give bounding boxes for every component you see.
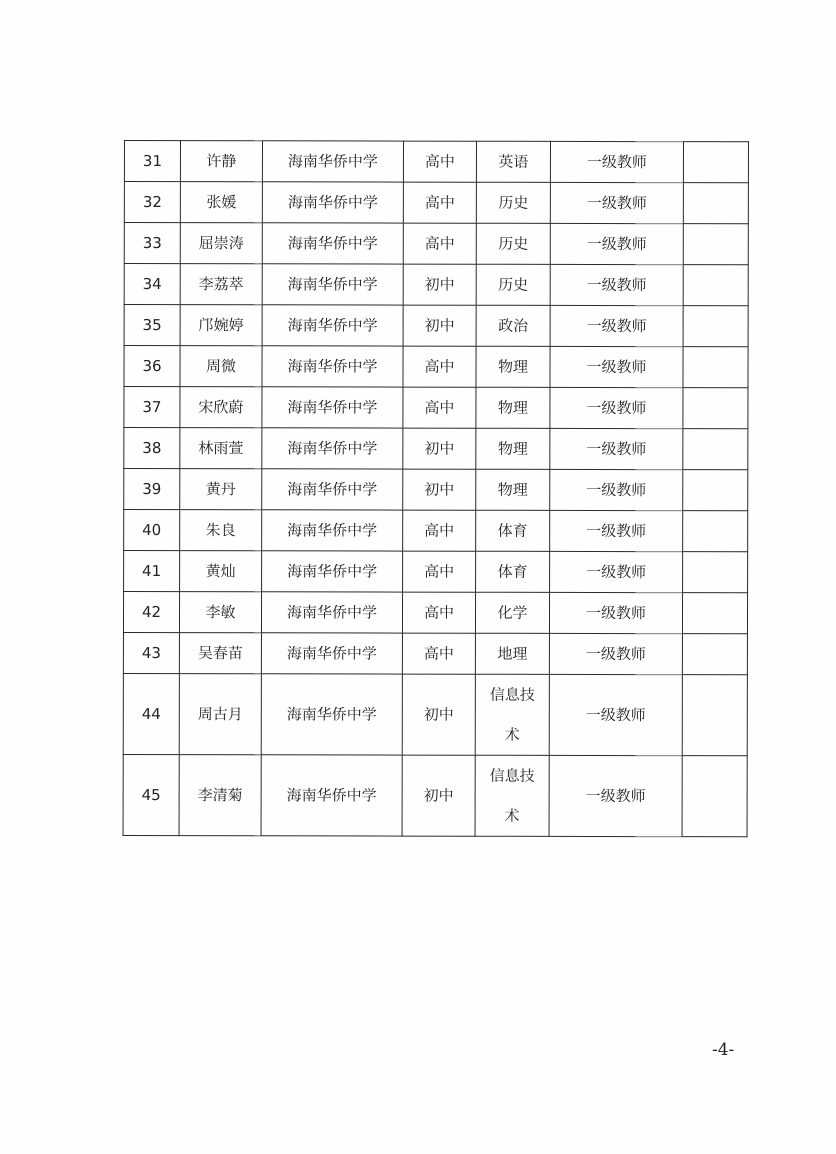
teacher-roster-table xyxy=(123,140,749,837)
cell-subject: 物理 xyxy=(476,469,550,510)
cell-subject: 政治 xyxy=(476,305,550,346)
cell-number: 34 xyxy=(124,264,180,305)
table-row xyxy=(124,551,748,593)
cell-subject: 体育 xyxy=(476,551,550,592)
cell-number: 31 xyxy=(124,141,180,182)
cell-level: 高中 xyxy=(403,141,476,182)
cell-title: 一级教师 xyxy=(549,755,682,836)
table-row xyxy=(124,305,748,347)
cell-school: 海南华侨中学 xyxy=(261,592,402,633)
table-row xyxy=(124,469,748,511)
table-row xyxy=(123,632,747,674)
cell-school: 海南华侨中学 xyxy=(262,346,403,387)
cell-subject: 化学 xyxy=(475,592,549,633)
cell-subject: 历史 xyxy=(476,182,550,223)
cell-school: 海南华侨中学 xyxy=(262,469,403,510)
table-row xyxy=(123,592,747,634)
cell-title: 一级教师 xyxy=(550,551,683,592)
cell-title: 一级教师 xyxy=(550,346,683,387)
cell-note xyxy=(683,470,748,511)
cell-level: 高中 xyxy=(403,182,476,223)
cell-number: 37 xyxy=(124,387,180,428)
table-row xyxy=(124,141,748,183)
cell-name: 黄丹 xyxy=(180,469,262,510)
cell-level: 初中 xyxy=(403,305,476,346)
cell-note xyxy=(683,183,748,224)
cell-number: 41 xyxy=(124,551,180,592)
cell-name: 林雨萱 xyxy=(180,428,262,469)
cell-subject: 信息技 术 xyxy=(475,755,549,836)
cell-title: 一级教师 xyxy=(549,674,682,755)
table-row xyxy=(124,264,748,306)
cell-title: 一级教师 xyxy=(550,510,683,551)
cell-school: 海南华侨中学 xyxy=(262,551,403,592)
cell-title: 一级教师 xyxy=(550,305,683,346)
cell-note xyxy=(683,429,748,470)
cell-name: 屈崇涛 xyxy=(180,223,262,264)
table-row xyxy=(123,754,747,836)
cell-school: 海南华侨中学 xyxy=(262,387,403,428)
cell-name: 吴春苗 xyxy=(179,633,261,674)
cell-number: 44 xyxy=(123,673,179,754)
table-row xyxy=(124,428,748,470)
cell-number: 40 xyxy=(124,510,180,551)
cell-note xyxy=(683,265,748,306)
cell-school: 海南华侨中学 xyxy=(262,223,403,264)
cell-level: 高中 xyxy=(403,510,476,551)
cell-name: 周微 xyxy=(180,346,262,387)
cell-level: 初中 xyxy=(403,469,476,510)
cell-name: 李敏 xyxy=(179,592,261,633)
cell-level: 高中 xyxy=(403,346,476,387)
cell-title: 一级教师 xyxy=(550,387,683,428)
cell-name: 邝婉婷 xyxy=(180,305,262,346)
table-row xyxy=(124,510,748,552)
table-row xyxy=(123,673,747,755)
cell-number: 33 xyxy=(124,223,180,264)
cell-school: 海南华侨中学 xyxy=(262,510,403,551)
cell-level: 初中 xyxy=(402,755,475,836)
cell-school: 海南华侨中学 xyxy=(261,674,402,755)
cell-level: 高中 xyxy=(402,592,475,633)
cell-note xyxy=(683,511,748,552)
cell-number: 43 xyxy=(123,632,179,673)
cell-number: 36 xyxy=(124,346,180,387)
cell-title: 一级教师 xyxy=(549,633,682,674)
cell-note xyxy=(683,142,748,183)
cell-title: 一级教师 xyxy=(550,469,683,510)
cell-school: 海南华侨中学 xyxy=(262,141,403,182)
cell-number: 38 xyxy=(124,428,180,469)
cell-school: 海南华侨中学 xyxy=(262,182,403,223)
table-row xyxy=(124,346,748,388)
cell-level: 高中 xyxy=(403,551,476,592)
roster-body xyxy=(123,141,748,837)
cell-subject: 地理 xyxy=(475,633,549,674)
cell-level: 初中 xyxy=(402,674,475,755)
cell-number: 42 xyxy=(123,592,179,633)
cell-number: 39 xyxy=(124,469,180,510)
cell-subject: 物理 xyxy=(476,387,550,428)
cell-number: 32 xyxy=(124,182,180,223)
cell-note xyxy=(682,756,747,837)
cell-name: 宋欣蔚 xyxy=(180,387,262,428)
cell-level: 高中 xyxy=(402,633,475,674)
cell-subject: 英语 xyxy=(476,141,550,182)
cell-name: 许静 xyxy=(180,141,262,182)
cell-school: 海南华侨中学 xyxy=(262,264,403,305)
table-row xyxy=(124,223,748,265)
page-number: -4- xyxy=(712,1040,735,1060)
cell-name: 李荔萃 xyxy=(180,264,262,305)
cell-title: 一级教师 xyxy=(550,182,683,223)
cell-subject: 物理 xyxy=(476,428,550,469)
cell-subject: 物理 xyxy=(476,346,550,387)
cell-number: 35 xyxy=(124,305,180,346)
cell-title: 一级教师 xyxy=(550,141,683,182)
cell-note xyxy=(683,224,748,265)
cell-subject: 历史 xyxy=(476,223,550,264)
table-row xyxy=(124,387,748,429)
cell-level: 初中 xyxy=(403,264,476,305)
cell-level: 初中 xyxy=(403,428,476,469)
cell-note xyxy=(683,347,748,388)
cell-note xyxy=(682,593,747,634)
cell-subject: 信息技 术 xyxy=(475,674,549,755)
cell-note xyxy=(683,552,748,593)
cell-school: 海南华侨中学 xyxy=(262,428,403,469)
cell-name: 周古月 xyxy=(179,674,261,755)
cell-name: 李清菊 xyxy=(179,755,261,836)
table-row xyxy=(124,182,748,224)
cell-note xyxy=(683,306,748,347)
cell-note xyxy=(683,388,748,429)
cell-subject: 历史 xyxy=(476,264,550,305)
cell-title: 一级教师 xyxy=(550,223,683,264)
cell-note xyxy=(682,675,747,756)
cell-title: 一级教师 xyxy=(549,592,682,633)
cell-name: 朱良 xyxy=(180,510,262,551)
cell-school: 海南华侨中学 xyxy=(261,633,402,674)
cell-school: 海南华侨中学 xyxy=(262,305,403,346)
cell-name: 张媛 xyxy=(180,182,262,223)
cell-name: 黄灿 xyxy=(180,551,262,592)
cell-level: 高中 xyxy=(403,223,476,264)
cell-school: 海南华侨中学 xyxy=(261,755,402,836)
cell-title: 一级教师 xyxy=(550,264,683,305)
cell-subject: 体育 xyxy=(476,510,550,551)
cell-number: 45 xyxy=(123,754,179,835)
cell-note xyxy=(682,634,747,675)
cell-title: 一级教师 xyxy=(550,428,683,469)
cell-level: 高中 xyxy=(403,387,476,428)
